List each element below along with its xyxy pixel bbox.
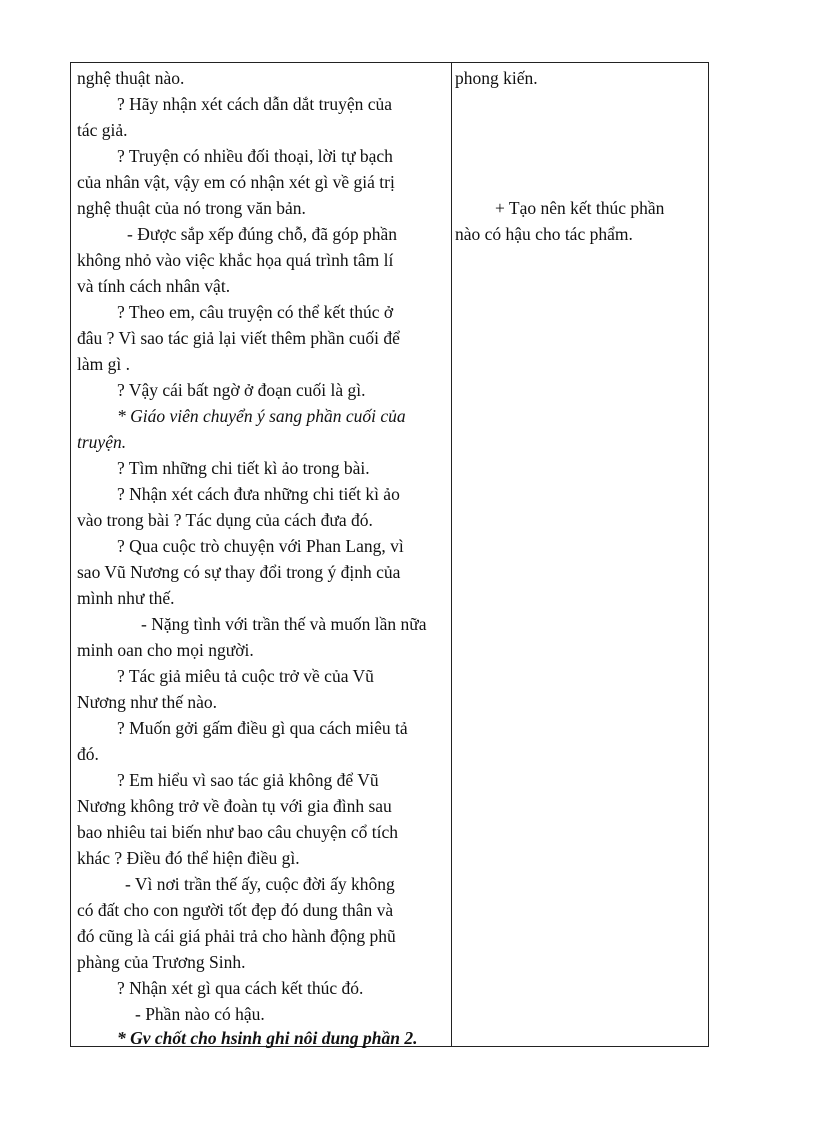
text-line: Nương như thế nào. [77,692,218,712]
text-line: vào trong bài ? Tác dụng của cách đưa đó. [77,510,373,530]
text-line: đâu ? Vì sao tác giả lại viết thêm phần cuối để [77,328,400,348]
text-line: có đất cho con người tốt đẹp đó dung thân và [77,900,394,920]
text-line: ? Tác giả miêu tả cuộc trở về của Vũ [117,666,374,686]
summary-note: * Gv chốt cho hsinh ghi nôi dung phần 2. [117,1028,418,1048]
text-line: minh oan cho mọi người. [77,640,254,660]
text-line: + Tạo nên kết thúc phần [495,198,665,218]
text-line: truyện. [77,432,127,452]
text-line: ? Tìm những chi tiết kì ảo trong bài. [117,458,370,478]
text-line: đó. [77,744,99,764]
text-line: làm gì . [77,354,130,374]
text-line: mình như thế. [77,588,175,608]
text-line: nghệ thuật của nó trong văn bản. [77,198,306,218]
text-line: phong kiến. [455,68,538,88]
text-line: Nương không trở về đoàn tụ với gia đình sau [77,796,392,816]
text-line: nghệ thuật nào. [77,68,185,88]
text-line: không nhỏ vào việc khắc họa quá trình tâm lí [77,250,394,270]
text-line: ? Truyện có nhiều đối thoại, lời tự bạch [117,146,393,166]
text-line: ? Em hiểu vì sao tác giả không để Vũ [117,770,379,790]
text-line: sao Vũ Nương có sự thay đổi trong ý định của [77,562,401,582]
text-line: tác giả. [77,120,128,140]
text-line: nào có hậu cho tác phẩm. [455,224,633,244]
text-line: bao nhiêu tai biến như bao câu chuyện cổ tích [77,822,398,842]
text-line: - Nặng tình với trần thế và muốn lần nữa [141,614,427,634]
text-line: - Vì nơi trần thế ấy, cuộc đời ấy không [125,874,395,894]
text-line: ? Nhận xét gì qua cách kết thúc đó. [117,978,364,998]
text-line: của nhân vật, vậy em có nhận xét gì về giá trị [77,172,395,192]
text-line: ? Nhận xét cách đưa những chi tiết kì ảo [117,484,400,504]
text-line: - Được sắp xếp đúng chỗ, đã góp phần [127,224,397,244]
text-line: ? Qua cuộc trò chuyện với Phan Lang, vì [117,536,404,556]
text-line: khác ? Điều đó thể hiện điều gì. [77,848,300,868]
text-line: phàng của Trương Sinh. [77,952,246,972]
text-line: và tính cách nhân vật. [77,276,231,296]
text-line: - Phần nào có hậu. [135,1004,265,1024]
text-line: ? Vậy cái bất ngờ ở đoạn cuối là gì. [117,380,366,400]
column-divider [451,63,452,1046]
text-line: ? Theo em, câu truyện có thể kết thúc ở [117,302,394,322]
text-line: ? Hãy nhận xét cách dẫn dắt truyện của [117,94,393,114]
text-line: đó cũng là cái giá phải trả cho hành động phũ [77,926,396,946]
text-line: ? Muốn gởi gấm điều gì qua cách miêu tả [117,718,408,738]
lesson-table [70,62,709,1047]
text-line: * Giáo viên chuyển ý sang phần cuối của [117,406,406,426]
